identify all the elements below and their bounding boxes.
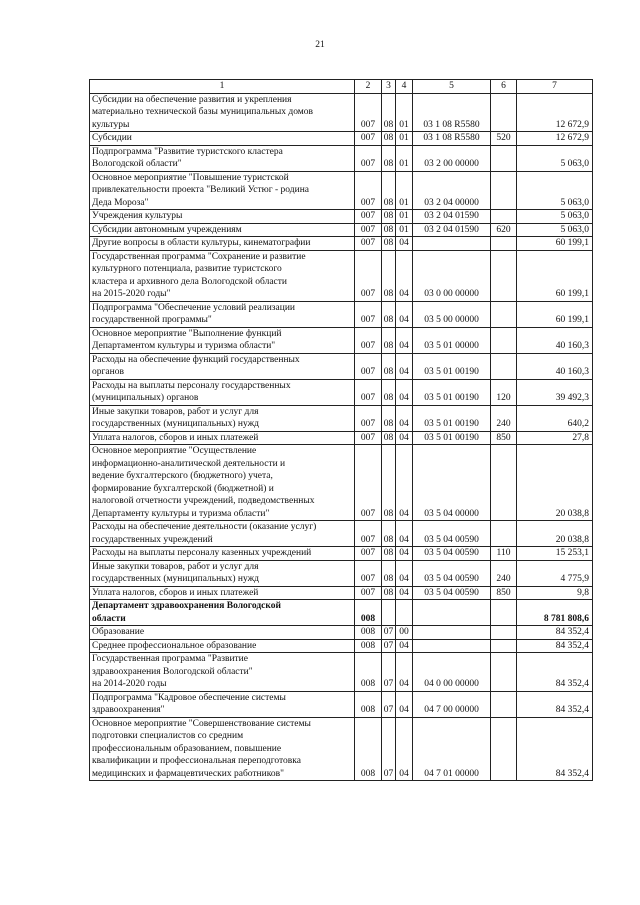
- row-gr-cell: 008: [355, 639, 382, 653]
- row-rz-cell: 08: [382, 431, 396, 445]
- row-sum-cell: 84 352,4: [517, 717, 593, 781]
- table-row: [90, 600, 593, 626]
- row-rz-cell: 07: [382, 717, 396, 781]
- table-row: [90, 223, 593, 237]
- table-row: [90, 405, 593, 431]
- row-pr-cell: 04: [396, 717, 413, 781]
- table-row: [90, 327, 593, 353]
- row-vr-cell: 240: [491, 405, 517, 431]
- row-name-cell: Основное мероприятие "Осуществление информационно-аналитической деятельности и ведение бухгалтерского (бюджетного) учета, формирование бухгалтерской (бюджетной) и налоговой отчетности учреждений, подведомственных Департаменту культуры и туризма области": [90, 445, 355, 521]
- row-gr-cell: 008: [355, 691, 382, 717]
- row-gr-cell: 008: [355, 717, 382, 781]
- row-sum-cell: 5 063,0: [517, 145, 593, 171]
- row-rz-cell: 08: [382, 586, 396, 600]
- row-pr-cell: 04: [396, 586, 413, 600]
- row-pr-cell: 00: [396, 626, 413, 640]
- row-csr-cell: 04 7 00 00000: [413, 691, 491, 717]
- row-pr-cell: 01: [396, 145, 413, 171]
- table-row: [90, 210, 593, 224]
- table-row: [90, 301, 593, 327]
- row-gr-cell: 008: [355, 600, 382, 626]
- row-pr-cell: 01: [396, 210, 413, 224]
- row-name-cell: Расходы на выплаты персоналу государственных (муниципальных) органов: [90, 379, 355, 405]
- table-row: [90, 653, 593, 692]
- header-cell: 2: [355, 80, 382, 94]
- row-csr-cell: 03 0 00 00000: [413, 250, 491, 301]
- row-gr-cell: 007: [355, 250, 382, 301]
- row-pr-cell: 04: [396, 353, 413, 379]
- row-rz-cell: 07: [382, 639, 396, 653]
- row-pr-cell: 04: [396, 379, 413, 405]
- row-sum-cell: 5 063,0: [517, 210, 593, 224]
- row-pr-cell: 04: [396, 560, 413, 586]
- row-gr-cell: 007: [355, 327, 382, 353]
- row-pr-cell: 04: [396, 301, 413, 327]
- header-cell: 7: [517, 80, 593, 94]
- table-row: [90, 639, 593, 653]
- row-csr-cell: [413, 626, 491, 640]
- table-row: [90, 250, 593, 301]
- row-gr-cell: 007: [355, 379, 382, 405]
- budget-table: [89, 79, 593, 781]
- row-vr-cell: [491, 717, 517, 781]
- row-pr-cell: 01: [396, 223, 413, 237]
- row-vr-cell: [491, 250, 517, 301]
- row-name-cell: Департамент здравоохранения Вологодской области: [90, 600, 355, 626]
- row-name-cell: Иные закупки товаров, работ и услуг для государственных (муниципальных) нужд: [90, 560, 355, 586]
- row-sum-cell: 8 781 808,6: [517, 600, 593, 626]
- row-rz-cell: 08: [382, 132, 396, 146]
- row-rz-cell: 08: [382, 445, 396, 521]
- table-row: [90, 445, 593, 521]
- row-pr-cell: 04: [396, 521, 413, 547]
- row-sum-cell: 84 352,4: [517, 691, 593, 717]
- row-rz-cell: 08: [382, 379, 396, 405]
- row-csr-cell: 03 1 08 R5580: [413, 93, 491, 132]
- row-rz-cell: 08: [382, 250, 396, 301]
- row-vr-cell: [491, 626, 517, 640]
- row-csr-cell: [413, 237, 491, 251]
- table-row: [90, 353, 593, 379]
- table-row: [90, 145, 593, 171]
- table-row: [90, 547, 593, 561]
- row-sum-cell: 5 063,0: [517, 223, 593, 237]
- table-row: [90, 691, 593, 717]
- row-name-cell: Иные закупки товаров, работ и услуг для государственных (муниципальных) нужд: [90, 405, 355, 431]
- row-sum-cell: 60 199,1: [517, 250, 593, 301]
- table-row: [90, 521, 593, 547]
- row-vr-cell: 850: [491, 586, 517, 600]
- row-csr-cell: 03 5 04 00000: [413, 445, 491, 521]
- row-gr-cell: 008: [355, 626, 382, 640]
- row-rz-cell: 08: [382, 547, 396, 561]
- row-vr-cell: [491, 600, 517, 626]
- header-cell: 3: [382, 80, 396, 94]
- row-sum-cell: 12 672,9: [517, 93, 593, 132]
- row-rz-cell: 08: [382, 560, 396, 586]
- row-name-cell: Государственная программа "Развитие здравоохранения Вологодской области" на 2014-2020 годы: [90, 653, 355, 692]
- row-name-cell: Основное мероприятие "Совершенствование системы подготовки специалистов со средним профессиональным образованием, повышение квалификации и профессиональная переподготовка медицинских и фармацевтических работников": [90, 717, 355, 781]
- row-vr-cell: 110: [491, 547, 517, 561]
- row-csr-cell: 03 1 08 R5580: [413, 132, 491, 146]
- row-gr-cell: 007: [355, 237, 382, 251]
- row-rz-cell: 08: [382, 353, 396, 379]
- row-name-cell: Образование: [90, 626, 355, 640]
- row-sum-cell: 9,8: [517, 586, 593, 600]
- row-sum-cell: 5 063,0: [517, 171, 593, 210]
- row-vr-cell: [491, 171, 517, 210]
- row-pr-cell: 01: [396, 93, 413, 132]
- row-vr-cell: [491, 521, 517, 547]
- row-vr-cell: 240: [491, 560, 517, 586]
- row-pr-cell: 04: [396, 327, 413, 353]
- row-gr-cell: 007: [355, 560, 382, 586]
- row-gr-cell: 007: [355, 93, 382, 132]
- row-vr-cell: [491, 93, 517, 132]
- row-gr-cell: 007: [355, 586, 382, 600]
- row-rz-cell: 08: [382, 223, 396, 237]
- row-sum-cell: 60 199,1: [517, 301, 593, 327]
- row-rz-cell: 07: [382, 691, 396, 717]
- row-vr-cell: [491, 210, 517, 224]
- row-name-cell: Субсидии на обеспечение развития и укрепления материально технической базы муниципальных домов культуры: [90, 93, 355, 132]
- row-gr-cell: 007: [355, 223, 382, 237]
- row-sum-cell: 40 160,3: [517, 353, 593, 379]
- row-rz-cell: 08: [382, 171, 396, 210]
- row-name-cell: Подпрограмма "Кадровое обеспечение системы здравоохранения": [90, 691, 355, 717]
- row-csr-cell: 03 5 00 00000: [413, 301, 491, 327]
- table-row: [90, 717, 593, 781]
- row-gr-cell: 007: [355, 145, 382, 171]
- row-sum-cell: 84 352,4: [517, 653, 593, 692]
- row-gr-cell: 007: [355, 171, 382, 210]
- row-rz-cell: 08: [382, 237, 396, 251]
- row-gr-cell: 007: [355, 210, 382, 224]
- row-csr-cell: 03 5 01 00190: [413, 379, 491, 405]
- row-pr-cell: 04: [396, 639, 413, 653]
- row-name-cell: Другие вопросы в области культуры, кинематографии: [90, 237, 355, 251]
- row-csr-cell: 03 2 04 01590: [413, 223, 491, 237]
- row-csr-cell: 03 2 04 00000: [413, 171, 491, 210]
- row-rz-cell: [382, 600, 396, 626]
- row-rz-cell: 08: [382, 521, 396, 547]
- header-cell: 5: [413, 80, 491, 94]
- row-pr-cell: 04: [396, 250, 413, 301]
- row-vr-cell: [491, 353, 517, 379]
- row-name-cell: Подпрограмма "Обеспечение условий реализации государственной программы": [90, 301, 355, 327]
- row-rz-cell: 07: [382, 653, 396, 692]
- row-vr-cell: 520: [491, 132, 517, 146]
- table-row: [90, 379, 593, 405]
- row-rz-cell: 08: [382, 405, 396, 431]
- row-vr-cell: [491, 145, 517, 171]
- row-name-cell: Подпрограмма "Развитие туристского кластера Вологодской области": [90, 145, 355, 171]
- row-sum-cell: 84 352,4: [517, 639, 593, 653]
- table-row: [90, 93, 593, 132]
- row-name-cell: Расходы на выплаты персоналу казенных учреждений: [90, 547, 355, 561]
- table-row: [90, 626, 593, 640]
- row-pr-cell: 04: [396, 237, 413, 251]
- row-vr-cell: 620: [491, 223, 517, 237]
- table-row: [90, 560, 593, 586]
- row-name-cell: Расходы на обеспечение деятельности (оказание услуг) государственных учреждений: [90, 521, 355, 547]
- row-pr-cell: 04: [396, 445, 413, 521]
- row-csr-cell: 03 5 04 00590: [413, 521, 491, 547]
- row-name-cell: Уплата налогов, сборов и иных платежей: [90, 431, 355, 445]
- row-sum-cell: 39 492,3: [517, 379, 593, 405]
- row-rz-cell: 08: [382, 327, 396, 353]
- row-rz-cell: 08: [382, 93, 396, 132]
- row-name-cell: Среднее профессиональное образование: [90, 639, 355, 653]
- row-sum-cell: 12 672,9: [517, 132, 593, 146]
- row-csr-cell: [413, 639, 491, 653]
- row-name-cell: Расходы на обеспечение функций государственных органов: [90, 353, 355, 379]
- table-row: [90, 237, 593, 251]
- row-gr-cell: 007: [355, 405, 382, 431]
- table-row: [90, 171, 593, 210]
- row-pr-cell: [396, 600, 413, 626]
- row-sum-cell: 27,8: [517, 431, 593, 445]
- header-cell: 4: [396, 80, 413, 94]
- table-header-row: [90, 80, 593, 94]
- row-name-cell: Субсидии: [90, 132, 355, 146]
- row-csr-cell: [413, 600, 491, 626]
- row-vr-cell: 850: [491, 431, 517, 445]
- row-name-cell: Субсидии автономным учреждениям: [90, 223, 355, 237]
- row-name-cell: Основное мероприятие "Выполнение функций Департаментом культуры и туризма области": [90, 327, 355, 353]
- row-gr-cell: 008: [355, 653, 382, 692]
- row-vr-cell: [491, 327, 517, 353]
- table-row: [90, 431, 593, 445]
- row-sum-cell: 4 775,9: [517, 560, 593, 586]
- table-row: [90, 132, 593, 146]
- row-csr-cell: 03 5 01 00190: [413, 353, 491, 379]
- row-pr-cell: 01: [396, 132, 413, 146]
- row-sum-cell: 20 038,8: [517, 445, 593, 521]
- row-csr-cell: 03 2 00 00000: [413, 145, 491, 171]
- row-name-cell: Государственная программа "Сохранение и развитие культурного потенциала, развитие туристского кластера и архивного дела Вологодской области на 2015-2020 годы": [90, 250, 355, 301]
- header-cell: 1: [90, 80, 355, 94]
- row-csr-cell: 03 5 04 00590: [413, 560, 491, 586]
- row-rz-cell: 08: [382, 301, 396, 327]
- row-vr-cell: [491, 237, 517, 251]
- row-csr-cell: 04 0 00 00000: [413, 653, 491, 692]
- row-csr-cell: 03 5 01 00000: [413, 327, 491, 353]
- row-gr-cell: 007: [355, 521, 382, 547]
- row-pr-cell: 04: [396, 405, 413, 431]
- row-rz-cell: 08: [382, 210, 396, 224]
- row-csr-cell: 03 5 04 00590: [413, 547, 491, 561]
- table-row: [90, 586, 593, 600]
- row-rz-cell: 07: [382, 626, 396, 640]
- row-pr-cell: 04: [396, 431, 413, 445]
- row-vr-cell: [491, 653, 517, 692]
- row-gr-cell: 007: [355, 445, 382, 521]
- row-name-cell: Учреждения культуры: [90, 210, 355, 224]
- row-sum-cell: 40 160,3: [517, 327, 593, 353]
- row-csr-cell: 03 5 01 00190: [413, 405, 491, 431]
- row-pr-cell: 04: [396, 547, 413, 561]
- row-csr-cell: 03 2 04 01590: [413, 210, 491, 224]
- row-csr-cell: 04 7 01 00000: [413, 717, 491, 781]
- row-sum-cell: 20 038,8: [517, 521, 593, 547]
- row-vr-cell: [491, 639, 517, 653]
- row-gr-cell: 007: [355, 132, 382, 146]
- row-csr-cell: 03 5 04 00590: [413, 586, 491, 600]
- row-vr-cell: [491, 691, 517, 717]
- row-name-cell: Уплата налогов, сборов и иных платежей: [90, 586, 355, 600]
- row-pr-cell: 04: [396, 653, 413, 692]
- row-vr-cell: [491, 301, 517, 327]
- page-number: 21: [315, 40, 325, 50]
- row-gr-cell: 007: [355, 353, 382, 379]
- row-vr-cell: [491, 445, 517, 521]
- row-csr-cell: 03 5 01 00190: [413, 431, 491, 445]
- row-gr-cell: 007: [355, 547, 382, 561]
- row-pr-cell: 01: [396, 171, 413, 210]
- row-gr-cell: 007: [355, 301, 382, 327]
- row-rz-cell: 08: [382, 145, 396, 171]
- header-cell: 6: [491, 80, 517, 94]
- row-sum-cell: 60 199,1: [517, 237, 593, 251]
- row-gr-cell: 007: [355, 431, 382, 445]
- row-vr-cell: 120: [491, 379, 517, 405]
- row-sum-cell: 15 253,1: [517, 547, 593, 561]
- row-sum-cell: 640,2: [517, 405, 593, 431]
- row-name-cell: Основное мероприятие "Повышение туристской привлекательности проекта "Великий Устюг - родина Деда Мороза": [90, 171, 355, 210]
- row-sum-cell: 84 352,4: [517, 626, 593, 640]
- row-pr-cell: 04: [396, 691, 413, 717]
